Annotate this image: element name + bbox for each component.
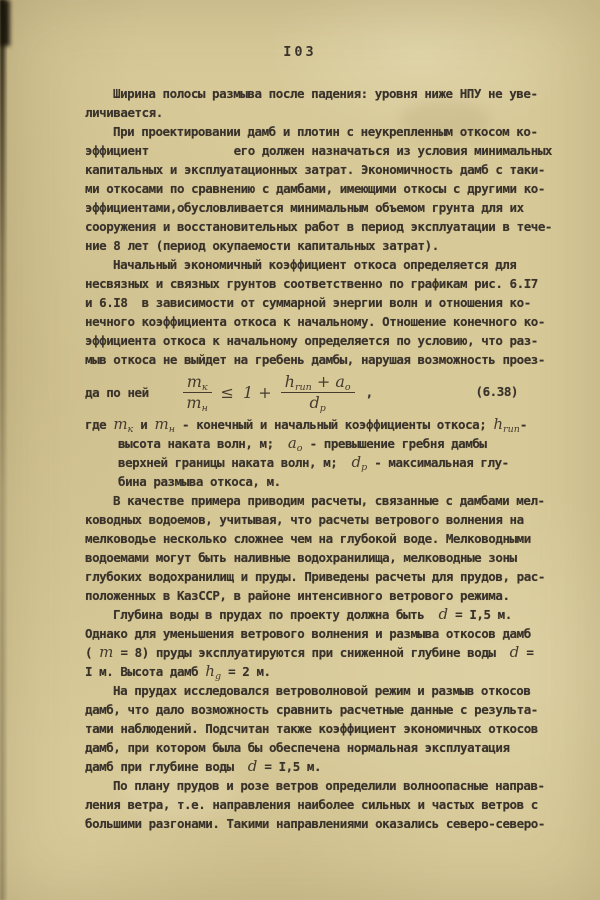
text-line (85, 472, 550, 491)
text-line (85, 84, 550, 103)
handwritten-symbol: $d_p$ (351, 453, 368, 473)
text-line (85, 434, 550, 453)
typed-text: В качестве примера приводим расчеты, связанные с дамбами мел- (113, 493, 545, 508)
paragraph (85, 605, 550, 681)
text-line (85, 567, 550, 586)
text-line (85, 662, 550, 681)
binding-edge-shadow (0, 0, 8, 900)
text-line (85, 217, 550, 236)
typed-text: водоемами могут быть наливные водохранилища, мелководные зоны (85, 550, 517, 565)
typed-text: дамб при глубине воды (85, 759, 248, 774)
typed-text: Начальный экономичный коэффициент откоса определяется для (113, 257, 517, 272)
typed-text: = I,5 м. (448, 607, 512, 622)
text-line (85, 198, 550, 217)
text-line (85, 700, 550, 719)
typed-text: Ширина полосы размыва после падения: уровня ниже НПУ не уве- (113, 86, 538, 101)
text-line (85, 350, 550, 369)
handwritten-symbol: d (509, 643, 520, 661)
text-line (85, 331, 550, 350)
text-line (85, 548, 550, 567)
typed-text: ние 8 лет (период окупаемости капитальных затрат). (85, 238, 439, 253)
equation-number: (6.38) (475, 384, 518, 399)
text-line (85, 795, 550, 814)
text-line (85, 719, 550, 738)
typed-text: верхней границы наката волн, м; (118, 455, 352, 470)
text-line (85, 529, 550, 548)
handwritten-symbol: $h_{run}$ (493, 415, 520, 435)
equation-6-38 (85, 369, 550, 415)
typed-text: Однако для уменьшения ветрового волнения и размыва откосов дамб (85, 626, 531, 641)
text-line (85, 586, 550, 605)
text-line (85, 814, 550, 833)
typed-text: - превышение гребня дамбы (302, 436, 487, 451)
paragraph (85, 84, 550, 122)
typed-text: большими разгонами. Такими направлениями оказались северо-северо- (85, 816, 545, 831)
typed-text: эффициент его должен назначаться из условия минимальных (85, 143, 552, 158)
fraction-hrun-ao-dp (281, 372, 355, 412)
text-line (85, 236, 550, 255)
fraction-denominator: $d_p$ (309, 393, 326, 414)
typed-text: мыв откоса не выйдет на гребень дамбы, нарушая возможность проез- (85, 352, 545, 367)
paragraph (85, 415, 550, 491)
typed-text: несвязных и связных грунтов соответственно по графикам рис. 6.I7 (85, 276, 538, 291)
typed-text: = I,5 м. (257, 759, 322, 774)
fraction-numerator: $h_{run} + a_o$ (281, 372, 355, 393)
typed-text: бина размыва откоса, м. (118, 474, 281, 489)
text-line (85, 776, 550, 795)
formula-comma: , (365, 384, 373, 400)
text-line (85, 624, 550, 643)
text-line (85, 415, 550, 434)
typed-text: дамб, при котором была бы обеспечена нормальная эксплуатация (85, 740, 510, 755)
typed-text: личивается. (85, 105, 163, 120)
text-line (85, 103, 550, 122)
formula-math (183, 372, 373, 412)
typed-text: дамб, что дало возможность сравнить расчетные данные с результа- (85, 702, 538, 717)
typed-text: эффициентами,обусловливается минимальным объемом грунта для их (85, 200, 524, 215)
handwritten-symbol: m (99, 643, 114, 661)
typed-text: и 6.I8 в зависимости от суммарной энергии волн и отношения ко- (85, 295, 531, 310)
text-line (85, 255, 550, 274)
typed-text: - конечный и начальный коэффициенты откоса; (174, 417, 494, 432)
typed-text: капитальных и эксплуатационных затрат. Экономичность дамб с таки- (85, 162, 545, 177)
handwritten-symbol: $m_н$ (154, 415, 175, 435)
text-line (85, 757, 550, 776)
body-text-bottom (85, 415, 550, 833)
typed-text: - (519, 417, 527, 432)
text-line (85, 491, 550, 510)
typed-text: По плану прудов и розе ветров определили волноопасные направ- (113, 778, 545, 793)
typed-text: где (85, 417, 114, 432)
typed-text: глубоких водохранилищ и пруды. Приведены расчеты для прудов, рас- (85, 569, 545, 584)
text-line (85, 510, 550, 529)
typed-text: ( (85, 645, 100, 660)
text-line (85, 160, 550, 179)
one-plus-term: 1 + (242, 382, 272, 402)
typed-text: нечного коэффициента откоса к начальному. Отношение конечного ко- (85, 314, 545, 329)
handwritten-symbol: d (438, 605, 449, 623)
typed-text: положенных в КазССР, в районе интенсивного ветрового режима. (85, 588, 510, 603)
typed-text: = 8) пруды эксплуатируются при сниженной глубине воды (113, 645, 510, 660)
handwritten-symbol: $m_к$ (113, 415, 134, 435)
handwritten-symbol: $h_g$ (205, 662, 222, 682)
paragraph (85, 491, 550, 605)
text-line (85, 605, 550, 624)
less-equal-sign: ≤ (220, 382, 234, 402)
formula-intro-text: да по ней (85, 384, 149, 400)
paragraph (85, 255, 550, 369)
text-line (85, 643, 550, 662)
typed-text: ководных водоемов, учитывая, что расчеты ветрового волнения на (85, 512, 524, 527)
fraction-mk-mn (183, 372, 212, 412)
text-line (85, 179, 550, 198)
typed-text: Глубина воды в прудах по проекту должна быть (113, 607, 439, 622)
handwritten-symbol: $a_o$ (287, 434, 303, 454)
typed-text: и (133, 417, 155, 432)
typed-text: При проектировании дамб и плотин с неукрепленным откосом ко- (113, 124, 538, 139)
typed-text: ми откосами по сравнению с дамбами, имеющими откосы с другими ко- (85, 181, 545, 196)
page-number: I03 (283, 44, 317, 60)
typed-text: = 2 м. (221, 664, 271, 679)
typed-text: ления ветра, т.е. направления наиболее сильных и частых ветров с (85, 797, 538, 812)
typed-text: = (519, 645, 534, 660)
handwritten-symbol: d (247, 757, 258, 775)
text-line (85, 738, 550, 757)
text-column (85, 84, 550, 833)
text-line (85, 681, 550, 700)
typed-text: На прудах исследовался ветроволновой режим и размыв откосов (113, 683, 531, 698)
text-line (85, 453, 550, 472)
text-line (85, 122, 550, 141)
typed-text: - максимальная глу- (367, 455, 509, 470)
typed-text: сооружения и восстановительных работ в период эксплуатации в тече- (85, 219, 552, 234)
text-line (85, 141, 550, 160)
typed-text: эффициента откоса к начальному определяется по условию, что раз- (85, 333, 538, 348)
paragraph (85, 681, 550, 776)
fraction-denominator: $m_н$ (186, 393, 208, 414)
typed-text: I м. Высота дамб (85, 664, 206, 679)
fraction-numerator: $m_к$ (183, 372, 212, 393)
paragraph (85, 776, 550, 833)
corner-scan-mark (0, 0, 10, 46)
typed-text: мелководье несколько сложнее чем на глубокой воде. Мелководными (85, 531, 531, 546)
paragraph (85, 122, 550, 255)
body-text-top (85, 84, 550, 369)
text-line (85, 312, 550, 331)
text-line (85, 293, 550, 312)
text-line (85, 274, 550, 293)
typed-text: тами наблюдений. Подсчитан также коэффициент экономичных откосов (85, 721, 538, 736)
typed-text: высота наката волн, м; (118, 436, 288, 451)
